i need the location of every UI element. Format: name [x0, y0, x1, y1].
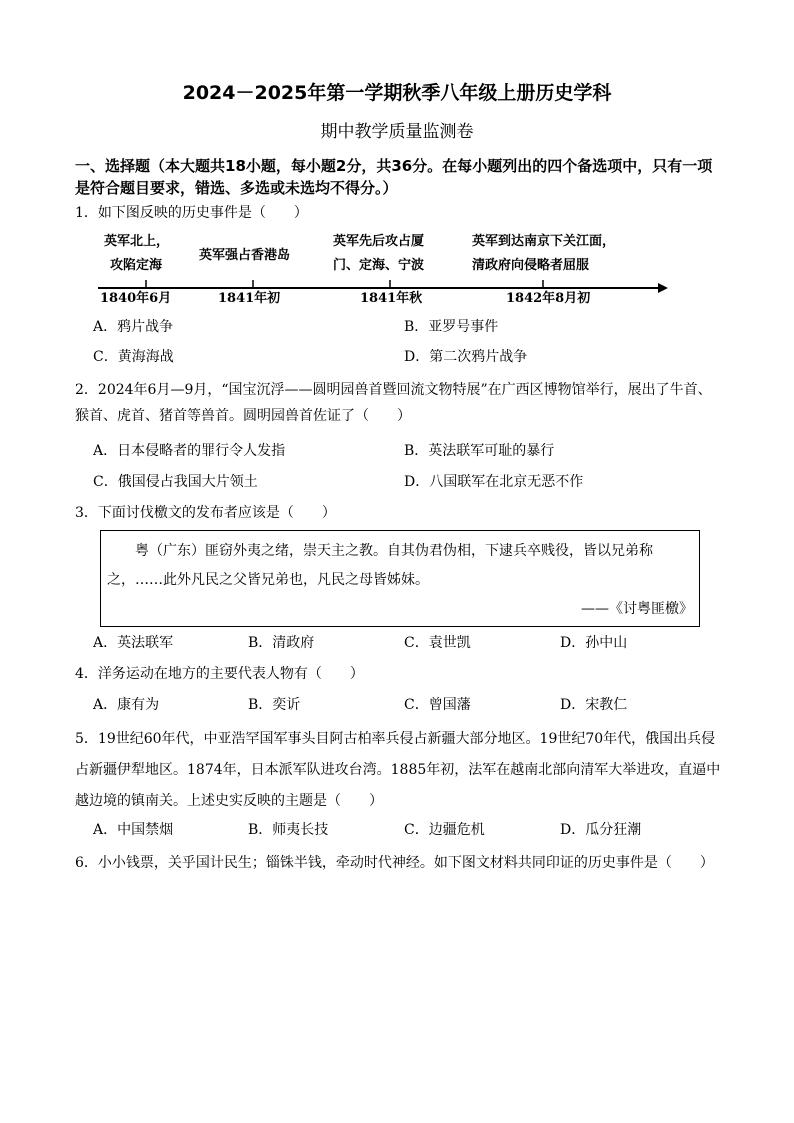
question-4-option-d[interactable]: D．宋教仁: [560, 697, 628, 713]
timeline-date-2: 1841年初: [218, 291, 281, 306]
question-2-option-d[interactable]: D．八国联军在北京无恶不作: [404, 474, 584, 490]
timeline-date-3: 1841年秋: [360, 291, 423, 306]
timeline-event-4-line2: 清政府向侵略者屈服: [472, 258, 590, 273]
question-1-stem: 1．如下图反映的历史事件是（ ）: [75, 205, 308, 221]
question-2-stem: 2．2024年6月—9月，“国宝沉浮——圆明园兽首暨回流文物特展”在广西区博物馆举行，展出了牛首、猴首、虎首、猪首等兽首。圆明园兽首佐证了（ ）: [75, 382, 712, 424]
timeline-date-1: 1840年6月: [100, 291, 172, 306]
question-4-option-c[interactable]: C．曾国藩: [404, 697, 471, 713]
section-heading: 一、选择题（本大题共18小题，每小题2分，共36分。在每小题列出的四个备选项中，只有一项是符合题目要求，错选、多选或未选均不得分。）: [75, 157, 713, 197]
timeline-event-1-line1: 英军北上，: [104, 234, 170, 249]
question-5-option-b[interactable]: B．师夷长技: [248, 822, 329, 838]
question-2-option-c[interactable]: C．俄国侵占我国大片领土: [93, 474, 258, 490]
question-1-option-a[interactable]: A．鸦片战争: [93, 319, 174, 335]
question-3-stem: 3．下面讨伐檄文的发布者应该是（ ）: [75, 505, 336, 521]
question-2-option-b[interactable]: B．英法联军可耻的暴行: [404, 443, 555, 459]
timeline-event-3-line1: 英军先后攻占厦: [333, 234, 425, 249]
question-4-option-b[interactable]: B．奕䜣: [248, 697, 301, 713]
question-1-option-b[interactable]: B．亚罗号事件: [404, 319, 499, 335]
timeline-event-3-line2: 门、定海、宁波: [333, 258, 425, 273]
question-1-option-d[interactable]: D．第二次鸦片战争: [404, 349, 528, 365]
timeline-arrowhead: [658, 283, 668, 293]
timeline-event-3: [333, 230, 424, 278]
question-1-option-c[interactable]: C．黄海海战: [93, 349, 174, 365]
timeline-date-4: 1842年8月初: [506, 291, 591, 306]
question-3-option-a[interactable]: A．英法联军: [93, 635, 174, 651]
question-3-quote-text: 粤（广东）匪窃外夷之绪，崇天主之教。自其伪君伪相，下逮兵卒贱役，皆以兄弟称之，……此外凡民之父皆兄弟也，凡民之母皆姊妹。: [107, 543, 653, 588]
question-4-option-a[interactable]: A．康有为: [93, 697, 160, 713]
question-5-option-c[interactable]: C．边疆危机: [404, 822, 485, 838]
question-5-option-d[interactable]: D．瓜分狂潮: [560, 822, 642, 838]
question-5-option-a[interactable]: A．中国禁烟: [93, 822, 174, 838]
timeline-event-4: [472, 230, 615, 278]
timeline-event-4-line1: 英军到达南京下关江面，: [472, 234, 616, 249]
question-5-stem: 5．19世纪60年代，中亚浩罕国军事头目阿古柏率兵侵占新疆大部分地区。19世纪70年代，俄国出兵侵占新疆伊犁地区。1874年，日本派军队进攻台湾。1885年初，法军在越南北部向清军大举进攻，直逼中越边境的镇南关。上述史实反映的主题是（ ）: [75, 731, 721, 809]
question-3-quote-source: ——《讨粤匪檄》: [581, 601, 693, 617]
timeline-event-1-line2: 攻陷定海: [110, 258, 163, 273]
timeline-event-1: [104, 230, 169, 278]
question-2-option-a[interactable]: A．日本侵略者的罪行令人发指: [93, 443, 286, 459]
question-6-stem: 6．小小钱票，关乎国计民生；锱铢半钱，牵动时代神经。如下图文材料共同印证的历史事件是（ ）: [75, 855, 714, 871]
question-1-timeline: [98, 232, 668, 312]
question-4-stem: 4．洋务运动在地方的主要代表人物有（ ）: [75, 666, 364, 682]
question-3-quote-box: [100, 530, 700, 627]
question-3-option-c[interactable]: C．袁世凯: [404, 635, 471, 651]
exam-title: 2024－2025年第一学期秋季八年级上册历史学科: [182, 82, 612, 104]
exam-subtitle: 期中教学质量监测卷: [320, 122, 474, 142]
timeline-event-2: [199, 244, 290, 268]
question-3-option-b[interactable]: B．清政府: [248, 635, 315, 651]
timeline-event-2-line1: 英军强占香港岛: [199, 248, 291, 263]
question-3-option-d[interactable]: D．孙中山: [560, 635, 628, 651]
